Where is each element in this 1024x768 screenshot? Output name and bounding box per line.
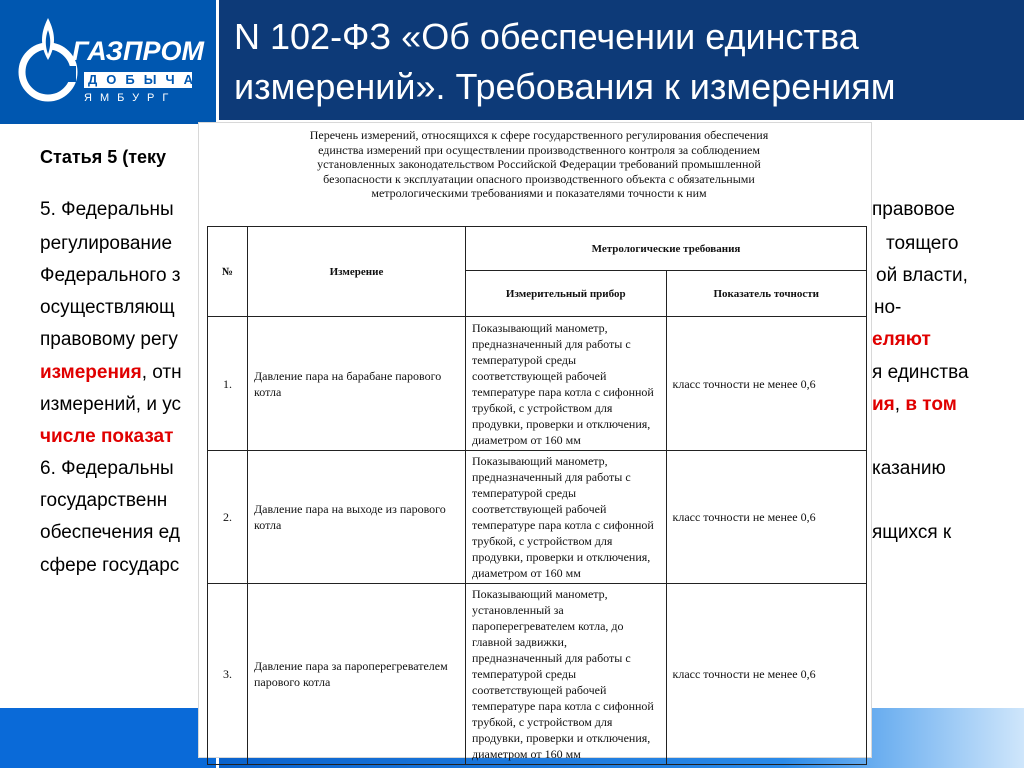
scanned-table-image	[198, 122, 872, 761]
table-row	[208, 317, 867, 451]
highlight-text: измерения	[40, 362, 142, 383]
article-heading: Статья 5 (теку	[40, 147, 167, 167]
logo-subtitle: ДОБЫЧА	[84, 72, 192, 88]
text-line-left: 6. Федеральны	[40, 458, 174, 479]
text-line-right: правовое	[872, 199, 955, 220]
slide-title-line-1: N 102-ФЗ «Об обеспечении единства	[234, 16, 859, 57]
highlight-text: ия	[872, 394, 895, 415]
text-line-left: государственн	[40, 490, 168, 511]
slide-title-line-2: измерений». Требования к измерениям	[234, 66, 896, 107]
table-row	[208, 451, 867, 584]
footer-band-left	[0, 708, 216, 768]
row-accuracy: класс точности не менее 0,6	[666, 584, 867, 765]
row-device: Показывающий манометр, предназначенный для работы с температурой среды соответствующей рабочей температуре пара котла с сифонной трубкой, с устройством для продувки, проверки и отключения, диаметром от 160 мм	[466, 317, 667, 451]
row-number: 3.	[208, 584, 248, 765]
text-line-left: Федерального з	[40, 265, 181, 286]
caption-line: метрологическими требованиями и показателями точности к ним	[371, 186, 707, 200]
caption-line: Перечень измерений, относящихся к сфере государственного регулирования обеспечения	[309, 128, 769, 142]
row-measurement: Давление пара на выходе из парового котла	[248, 451, 466, 584]
highlight-text: в том	[905, 394, 957, 415]
slide-title	[234, 12, 1014, 112]
text-line-right: но-	[874, 297, 902, 318]
row-device: Показывающий манометр, предназначенный для работы с температурой среды соответствующей рабочей температуре пара котла с сифонной трубкой, с устройством для продувки, проверки и отключения, диаметром от 160 мм	[466, 451, 667, 584]
table-row	[208, 584, 867, 765]
text-fragment: , отн	[141, 362, 182, 383]
row-number: 1.	[208, 317, 248, 451]
text-fragment: ,	[894, 394, 906, 415]
text-line-left	[40, 362, 182, 384]
caption-line: установленных законодательством Российской Федерации требований промышленной	[317, 157, 761, 171]
text-line-left: обеспечения ед	[40, 522, 180, 543]
highlight-text: еляют	[872, 329, 931, 350]
text-line-left: 5. Федеральны	[40, 199, 174, 220]
caption-line: единства измерений при осуществлении производственного контроля за соблюдением	[318, 142, 760, 157]
text-line-right: я единства	[872, 362, 969, 383]
header-accuracy: Показатель точности	[666, 271, 867, 317]
text-line-left: правовому регу	[40, 329, 178, 350]
logo-location: ЯМБУРГ	[84, 92, 177, 104]
text-line-right: ящихся к	[872, 522, 952, 543]
title-bar	[219, 0, 1024, 120]
text-line-left: регулирование	[40, 233, 173, 254]
row-measurement: Давление пара на барабане парового котла	[248, 317, 466, 451]
header-device: Измерительный прибор	[466, 271, 667, 317]
text-line-right: тоящего	[886, 233, 959, 254]
measurements-table	[207, 226, 867, 765]
row-device: Показывающий манометр, установленный за пароперегревателем котла, до главной задвижки, предназначенный для работы с температурой среды соответствующей рабочей температуре пара котла с сифонной трубкой, с устройством для продувки, проверки и отключения, диаметром от 160 мм	[466, 584, 667, 765]
header-metrology: Метрологические требования	[466, 227, 867, 271]
scan-caption	[229, 128, 849, 201]
header-measurement: Измерение	[248, 227, 466, 317]
header-num: №	[208, 227, 248, 317]
highlight-text: числе показат	[40, 426, 174, 447]
row-measurement: Давление пара за пароперегревателем парового котла	[248, 584, 466, 765]
row-accuracy: класс точности не менее 0,6	[666, 317, 867, 451]
logo-name: ГАЗПРОМ	[72, 36, 204, 66]
caption-line: безопасности к эксплуатации опасного производственного объекта с обязательными	[323, 171, 755, 186]
text-line-right: ой власти,	[876, 265, 968, 286]
text-line-left: сфере государс	[40, 555, 180, 576]
row-accuracy: класс точности не менее 0,6	[666, 451, 867, 584]
text-line-left: измерений, и ус	[40, 394, 182, 415]
company-logo	[0, 0, 216, 124]
text-line-right: казанию	[872, 458, 946, 479]
text-line-right	[872, 394, 957, 416]
row-number: 2.	[208, 451, 248, 584]
text-line-left: осуществляющ	[40, 297, 175, 318]
